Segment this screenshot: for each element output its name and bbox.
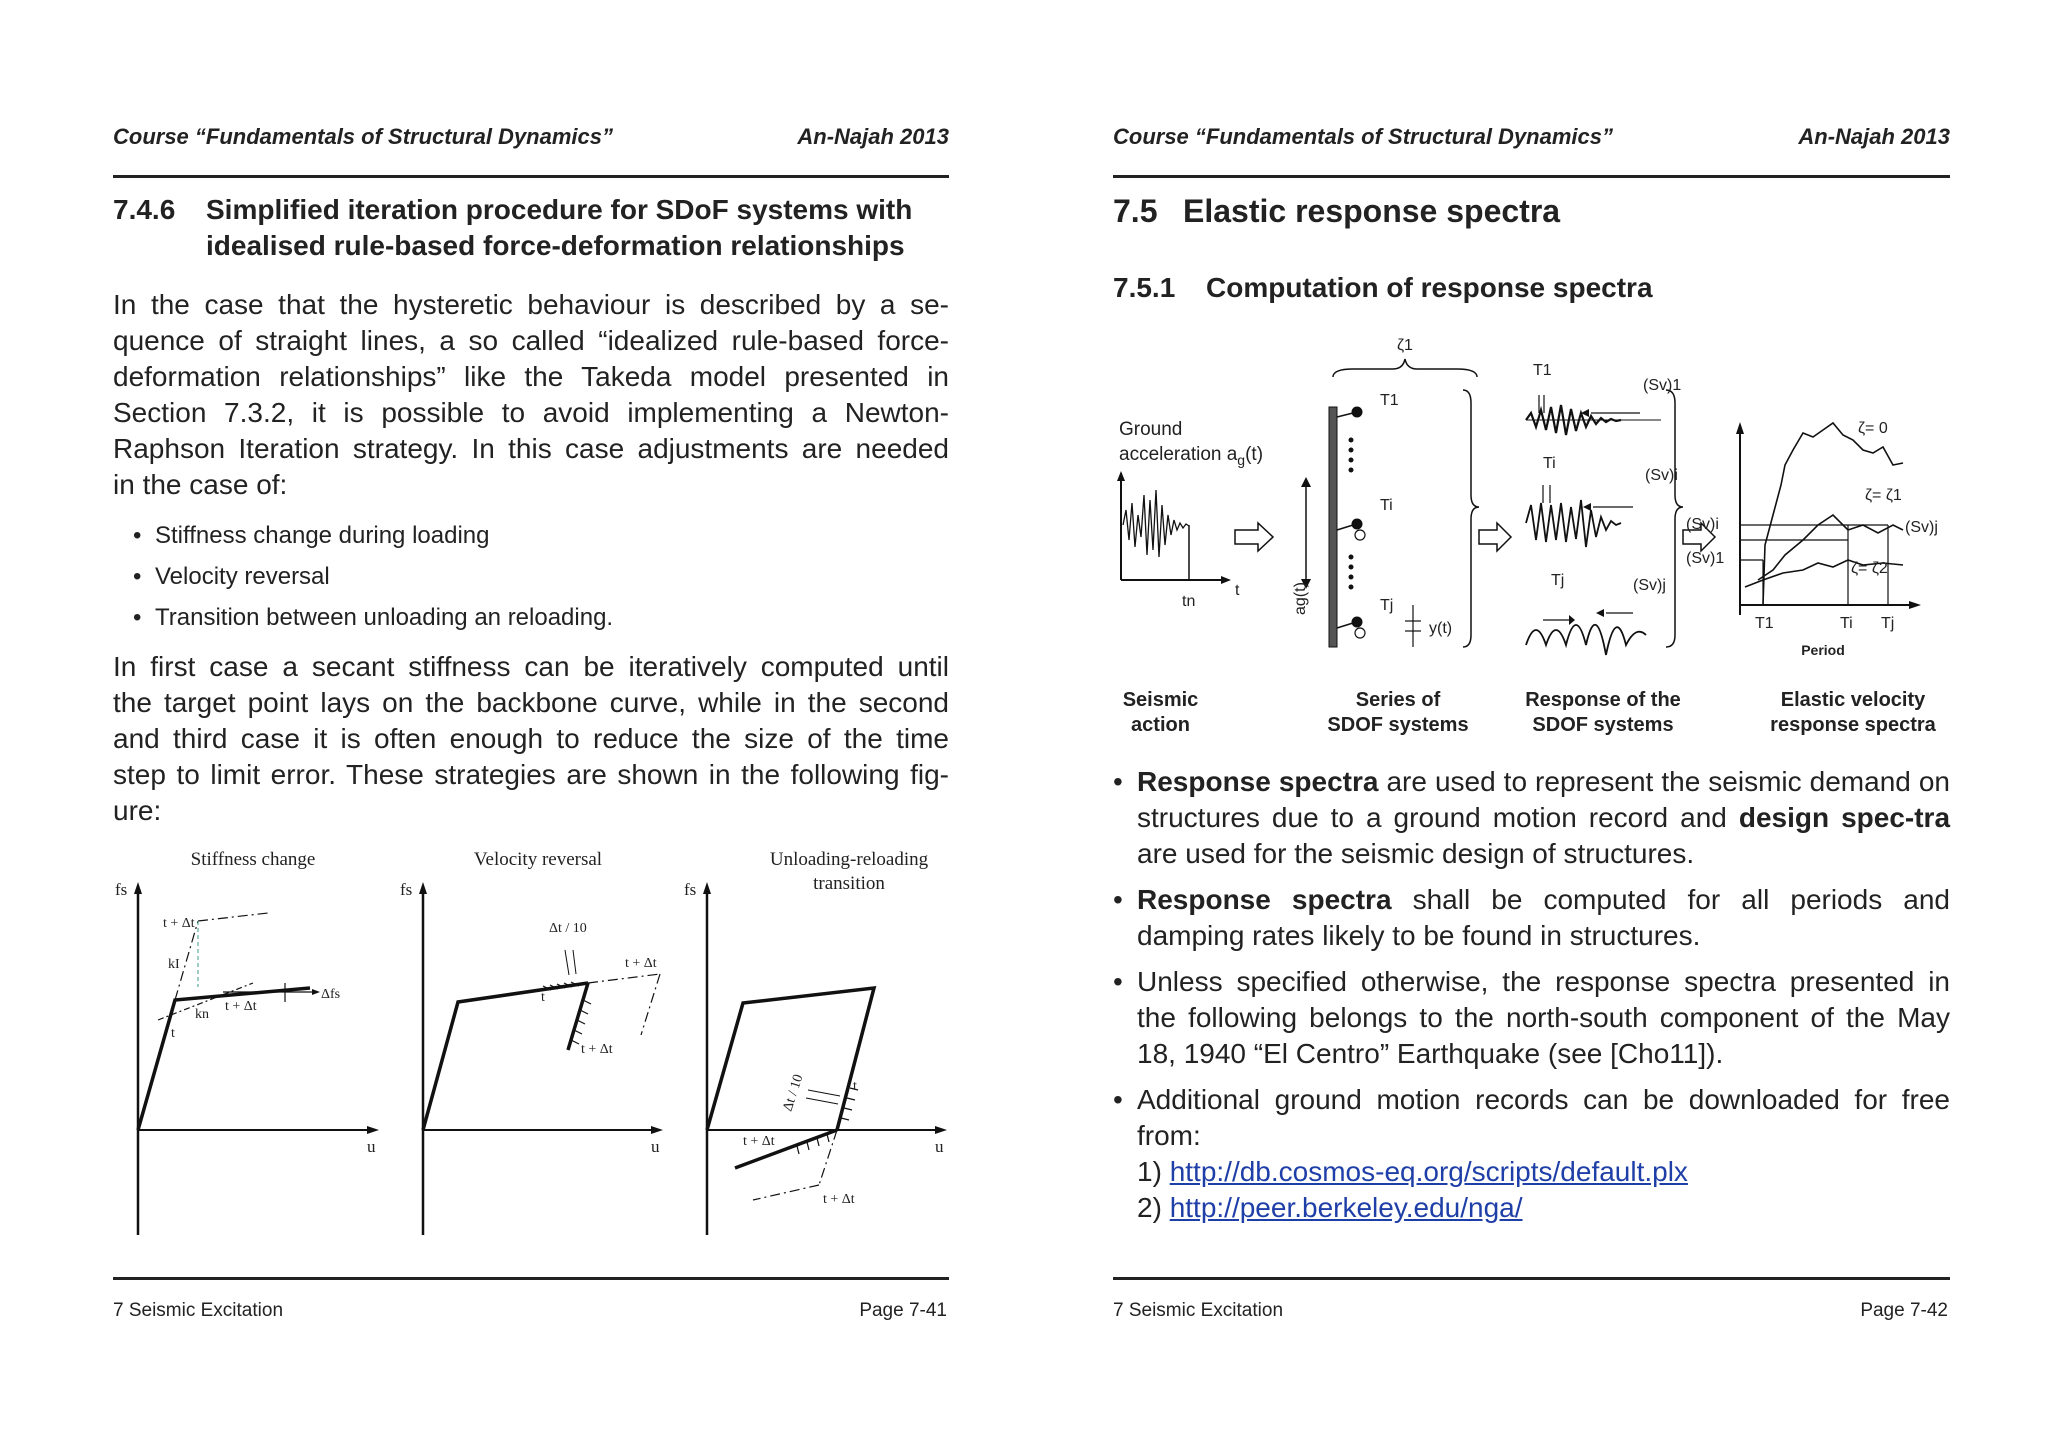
right-header [1113,124,1950,150]
spectrum-Tj-label: Tj [1881,615,1895,632]
response-trace-j [1526,625,1646,655]
right-section-title: Elastic response spectra [1183,193,1561,229]
paragraph-line: ure: [113,795,162,826]
list-item [1113,764,1950,872]
resp-T1-label: T1 [1533,362,1552,379]
paragraph-line: in the case of: [113,469,288,500]
panel3-tdt2-label: t + Δt [823,1192,855,1207]
right-footer-chapter: 7 Seismic Excitation [1113,1300,1284,1321]
paragraph-line: In the case that the hysteretic behaviour is described by a se- [113,289,949,320]
link-row-1 [1137,1154,1950,1190]
Svj-label: (Sv)j [1633,577,1666,594]
T1-label: T1 [1380,392,1399,409]
right-subsection-number: 7.5.1 [1113,272,1176,303]
zetaz2-label: ζ= ζ2 [1851,560,1888,577]
paragraph-line: deformation relationships” like the Takeda model presented in [113,361,949,392]
right-page [1113,0,1950,1448]
paragraph-line: the target point lays on the backbone curve, while in the second [113,687,949,718]
right-page-number: Page 7-42 [1860,1300,1948,1321]
list-item: • Stiffness change during loading [155,515,613,556]
left-footer [113,1300,949,1322]
yt-label: y(t) [1429,620,1453,637]
panel2-tdt-label: t + Δt [625,956,657,971]
t-axis-label: t [1235,582,1240,599]
left-bullet-list [155,515,613,638]
paragraph-line: Section 7.3.2, it is possible to avoid implementing a Newton- [113,397,949,428]
right-header-year: An-Najah 2013 [1798,124,1950,149]
label-line: Elastic velocity [1780,689,1926,711]
panel2-dt10-label: Δt / 10 [549,921,587,936]
right-header-rule [1113,175,1950,178]
bullet-text: are used to represent the seismic demand on structures due to a ground motion record and [1137,766,1950,833]
panel3-u-label: u [935,1137,944,1156]
panel3-title-line1: Unloading-reloading [769,850,929,870]
panel2-title: Velocity reversal [473,850,603,870]
bold-term: design spec-tra [1738,802,1951,833]
paragraph-line: step to limit error. These strategies are shown in the following fig- [113,759,949,790]
iteration-strategies-figure [113,850,949,1245]
Svi-label: (Sv)i [1645,467,1678,484]
resp-Ti-label: Ti [1543,455,1556,472]
spectrum-Sv1-label: (Sv)1 [1686,550,1725,567]
spectrum-Svi-label: (Sv)i [1686,516,1719,533]
panel2-tdt2-label: t + Δt [581,1042,613,1057]
bullet-text: • Additional ground motion records can be downloaded for free from: [1137,1084,1950,1151]
panel1-backbone [138,988,310,1130]
spectrum-Ti-label: Ti [1840,615,1853,632]
list-item [1113,1082,1950,1226]
spectrum-zeta0 [1763,423,1903,605]
bold-term: Response spectra [1137,766,1379,797]
link-row-2 [1137,1190,1950,1226]
spectrum-Svj-label: (Sv)j [1905,519,1938,536]
paragraph-line: and third case it is often enough to reduce the size of the time [113,723,949,754]
label-line: response spectra [1770,714,1936,736]
spectrum-T1-label: T1 [1755,615,1774,632]
label-seismic-action [1113,688,1208,738]
accelerogram [1123,490,1189,557]
left-header [113,124,949,150]
link-prefix: 2) [1137,1192,1170,1223]
panel2-t-label: t [541,990,545,1005]
label-line: SDOF systems [1532,714,1674,736]
ag-label: ag(t) [1292,582,1309,615]
paragraph-line: In first case a secant stiffness can be iteratively computed until [113,651,949,682]
Tj-label: Tj [1380,597,1394,614]
panel2-backbone [423,983,588,1130]
left-header-rule [113,175,949,178]
panel1-u-label: u [367,1137,376,1156]
left-page-number: Page 7-41 [859,1300,947,1321]
response-spectra-figure [1113,325,1950,670]
panel3-fs-label: fs [684,880,697,899]
list-item: • Velocity reversal [155,556,613,597]
right-section-number: 7.5 [1113,193,1158,229]
label-series-sdof [1318,688,1478,738]
left-footer-rule [113,1277,949,1280]
label-line: Seismic [1122,689,1199,711]
right-header-course: Course “Fundamentals of Structural Dynamics” [1113,124,1613,149]
panel3-tdt-label: t + Δt [743,1134,775,1149]
cosmos-link[interactable]: http://db.cosmos-eq.org/scripts/default.plx [1169,1156,1688,1187]
right-bullet-list [1113,764,1950,1236]
Ti-label: Ti [1380,497,1393,514]
left-page [113,0,949,1448]
ground-label-line1: Ground [1119,419,1183,440]
peer-link[interactable]: http://peer.berkeley.edu/nga/ [1169,1192,1523,1223]
left-paragraph-2 [113,649,949,829]
panel2-u-label: u [651,1137,660,1156]
label-response-sdof [1513,688,1693,738]
paragraph-line: Raphson Iteration strategy. In this case adjustments are needed [113,433,949,464]
bullet-text: shall be computed for all periods and damping rates likely to be found in structures. [1137,884,1950,951]
left-header-year: An-Najah 2013 [797,124,949,149]
zeta1-label: ζ1 [1397,337,1413,354]
label-elastic-spectra [1758,688,1948,738]
panel1-title: Stiffness change [190,850,316,870]
zetaz1-label: ζ= ζ1 [1865,487,1902,504]
bullet-text: are used for the seismic design of structures. [1137,838,1695,869]
label-line: Series of [1355,689,1441,711]
link-prefix: 1) [1137,1156,1170,1187]
tn-label: tn [1182,593,1196,610]
period-label: Period [1801,642,1845,658]
bold-term: Response spectra [1137,884,1392,915]
panel1-dfs-label: Δfs [321,987,341,1002]
left-footer-chapter: 7 Seismic Excitation [113,1300,284,1321]
panel3-dt10-label: Δt / 10 [780,1072,807,1114]
left-section-title-line2: idealised rule-based force-deformation relationships [206,230,905,261]
zeta0-label: ζ= 0 [1858,420,1888,437]
panel1-fs-label: fs [115,880,128,899]
Sv1-label: (Sv)1 [1643,377,1682,394]
panel1-tdt2-label: t + Δt [225,999,257,1014]
list-item: • Unless specified otherwise, the response spectra presented in the following belongs to the north-south component of the May 18, 1940 “El Centro” Earthquake (see [Cho11]). [1113,964,1950,1072]
panel1-kI-label: kI [168,957,180,972]
right-subsection-title: Computation of response spectra [1206,272,1653,303]
left-header-course: Course “Fundamentals of Structural Dynamics” [113,124,613,149]
label-line: action [1131,714,1190,736]
left-section-title-line1: Simplified iteration procedure for SDoF systems with [206,194,913,225]
ground-label-line2: acceleration $a_g(t)$ [1119,444,1264,468]
right-footer [1113,1300,1950,1322]
right-footer-rule [1113,1277,1950,1280]
panel3-t-label: t [853,1079,857,1094]
panel2-unloading [568,983,588,1050]
panel2-fs-label: fs [400,880,413,899]
panel1-tdt-label: t + Δt [163,916,195,931]
left-section-number: 7.4.6 [113,194,176,225]
left-paragraph-1 [113,287,949,503]
label-line: Response of the [1525,689,1681,711]
resp-Tj-label: Tj [1551,572,1565,589]
panel1-t-label: t [171,1026,175,1041]
panel1-kn-label: kn [195,1007,209,1022]
list-item: • Transition between unloading an reloading. [155,597,613,638]
paragraph-line: quence of straight lines, a so called “idealized rule-based force- [113,325,949,356]
label-line: SDOF systems [1327,714,1469,736]
panel3-title-line2: transition [813,873,885,894]
list-item [1113,882,1950,954]
